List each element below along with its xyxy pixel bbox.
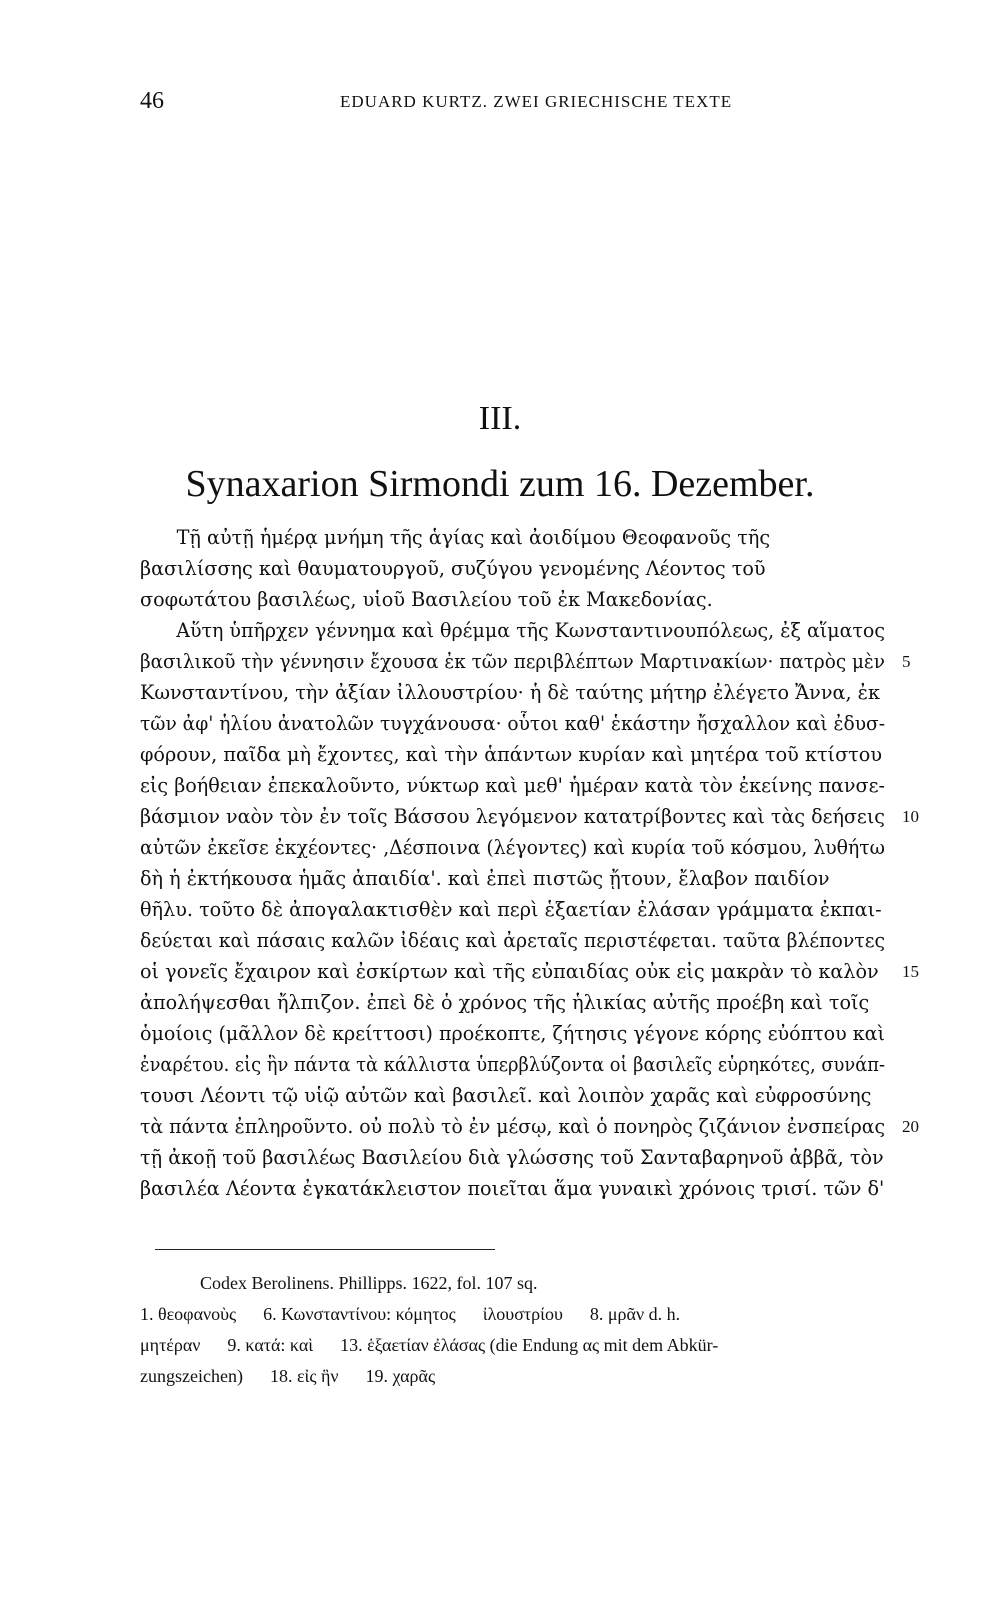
line-text: δὴ ἡ ἐκτήκουσα ἡμᾶς ἀπαιδία'. καὶ ἐπεὶ πιστῶς ᾔτουν, ἔλαβον παιδίον [140, 867, 830, 890]
line-text: αὐτῶν ἐκεῖσε ἐκχέοντες· ‚Δέσποινα (λέγοντες) καὶ κυρία τοῦ κόσμου, λυθήτω [140, 836, 885, 859]
line-number: 20 [902, 1117, 919, 1136]
running-head: EDUARD KURTZ. ZWEI GRIECHISCHE TEXTE [340, 92, 733, 111]
line-text: δεύεται καὶ πάσαις καλῶν ἰδέαις καὶ ἀρεταῖς περιστέφεται. ταῦτα βλέποντες [140, 929, 885, 952]
footnote-line: 1. θεοφανοὺς 6. Κωνσταντίνου: κόμητος ἰλουστρίου 8. μρᾶν d. h. [140, 1304, 681, 1324]
text-line [140, 770, 940, 801]
text-line [140, 832, 940, 863]
line-text: Κωνσταντίνου, τὴν ἀξίαν ἰλλουστρίου· ἡ δὲ ταύτης μήτηρ ἐλέγετο Ἄννα, ἐκ [140, 681, 880, 704]
text-line [140, 1018, 940, 1049]
line-text: τῶν ἀφ' ἡλίου ἀνατολῶν τυγχάνουσα· οὗτοι καθ' ἑκάστην ἤσχαλλον καὶ ἐδυσ- [140, 712, 885, 735]
codex-reference: Codex Berolinens. Phillipps. 1622, fol. 107 sq. [200, 1273, 538, 1293]
line-text: βασιλέα Λέοντα ἐγκατάκλειστον ποιεῖται ἅμα γυναικὶ χρόνοις τρισί. τῶν δ' [140, 1177, 885, 1200]
text-line [140, 1173, 940, 1204]
text-line [140, 615, 940, 646]
text-line [140, 801, 940, 832]
footnotes [140, 1268, 900, 1392]
line-text: Αὕτη ὑπῆρχεν γέννημα καὶ θρέμμα τῆς Κωνσταντινουπόλεως, ἐξ αἵματος [140, 619, 885, 642]
text-line [140, 1049, 940, 1080]
line-text: ἀπολήψεσθαι ἤλπιζον. ἐπεὶ δὲ ὁ χρόνος τῆς ἡλικίας αὐτῆς προέβη καὶ τοῖς [140, 991, 870, 1014]
line-text: οἱ γονεῖς ἔχαιρον καὶ ἐσκίρτων καὶ τῆς εὐπαιδίας οὐκ εἰς μακρὰν τὸ καλὸν [140, 960, 879, 983]
text-line [140, 646, 940, 677]
line-number: 15 [902, 962, 919, 981]
text-line [140, 677, 940, 708]
line-text: εἰς βοήθειαν ἐπεκαλοῦντο, νύκτωρ καὶ μεθ' ἡμέραν κατὰ τὸν ἐκείνης πανσε- [140, 774, 885, 797]
footnote-divider [155, 1249, 495, 1250]
text-line [140, 553, 940, 584]
line-text: σοφωτάτου βασιλέως, υἱοῦ Βασιλείου τοῦ ἐκ Μακεδονίας. [140, 588, 713, 611]
text-line [140, 956, 940, 987]
line-text: ἐναρέτου. εἰς ἣν πάντα τὰ κάλλιστα ὑπερβλύζοντα οἱ βασιλεῖς εὑρηκότες, συνάπ- [140, 1053, 885, 1076]
footnote-line: μητέραν 9. κατά: καὶ 13. ἑξαετίαν ἐλάσας (die Endung ας mit dem Abkür- [140, 1335, 719, 1355]
section-title: Synaxarion Sirmondi zum 16. Dezember. [185, 463, 815, 505]
line-text: τὰ πάντα ἐπληροῦντο. οὐ πολὺ τὸ ἐν μέσῳ, καὶ ὁ πονηρὸς ζιζάνιον ἐνσπείρας [140, 1115, 885, 1138]
text-line [140, 894, 940, 925]
line-text: βασιλικοῦ τὴν γέννησιν ἔχουσα ἐκ τῶν περιβλέπτων Μαρτινακίων· πατρὸς μὲν [140, 650, 885, 673]
line-number: 10 [902, 807, 919, 826]
page-number: 46 [140, 88, 164, 114]
section-number: III. [478, 400, 522, 437]
text-line [140, 863, 940, 894]
text-line [140, 1142, 940, 1173]
text-line [140, 739, 940, 770]
text-line [140, 1111, 940, 1142]
text-line [140, 708, 940, 739]
line-text: βάσμιον ναὸν τὸν ἐν τοῖς Βάσσου λεγόμενον κατατρίβοντες καὶ τὰς δεήσεις [140, 805, 885, 828]
line-text: ὁμοίοις (μᾶλλον δὲ κρείττοσι) προέκοπτε, ζήτησις γέγονε κόρης εὐόπτου καὶ [140, 1022, 885, 1045]
text-line [140, 987, 940, 1018]
line-text: βασιλίσσης καὶ θαυματουργοῦ, συζύγου γενομένης Λέοντος τοῦ [140, 557, 766, 580]
line-number: 5 [902, 652, 911, 671]
text-line [140, 1080, 940, 1111]
line-text: τῇ ἀκοῇ τοῦ βασιλέως Βασιλείου διὰ γλώσσης τοῦ Σανταβαρηνοῦ ἀββᾶ, τὸν [140, 1146, 884, 1169]
page-header [140, 88, 900, 118]
text-line [140, 925, 940, 956]
text-line [140, 584, 940, 615]
main-text [140, 522, 940, 1204]
text-line [140, 522, 940, 553]
line-text: Τῇ αὐτῇ ἡμέρᾳ μνήμη τῆς ἁγίας καὶ ἀοιδίμου Θεοφανοῦς τῆς [140, 526, 771, 549]
line-text: τουσι Λέοντι τῷ υἱῷ αὐτῶν καὶ βασιλεῖ. καὶ λοιπὸν χαρᾶς καὶ εὐφροσύνης [140, 1084, 872, 1107]
line-text: θῆλυ. τοῦτο δὲ ἀπογαλακτισθὲν καὶ περὶ ἑξαετίαν ἐλάσαν γράμματα ἐκπαι- [140, 898, 882, 921]
footnote-line: zungszeichen) 18. εἰς ἣν 19. χαρᾶς [140, 1366, 436, 1386]
line-text: φόρουν, παῖδα μὴ ἔχοντες, καὶ τὴν ἁπάντων κυρίαν καὶ μητέρα τοῦ κτίστου [140, 743, 883, 766]
